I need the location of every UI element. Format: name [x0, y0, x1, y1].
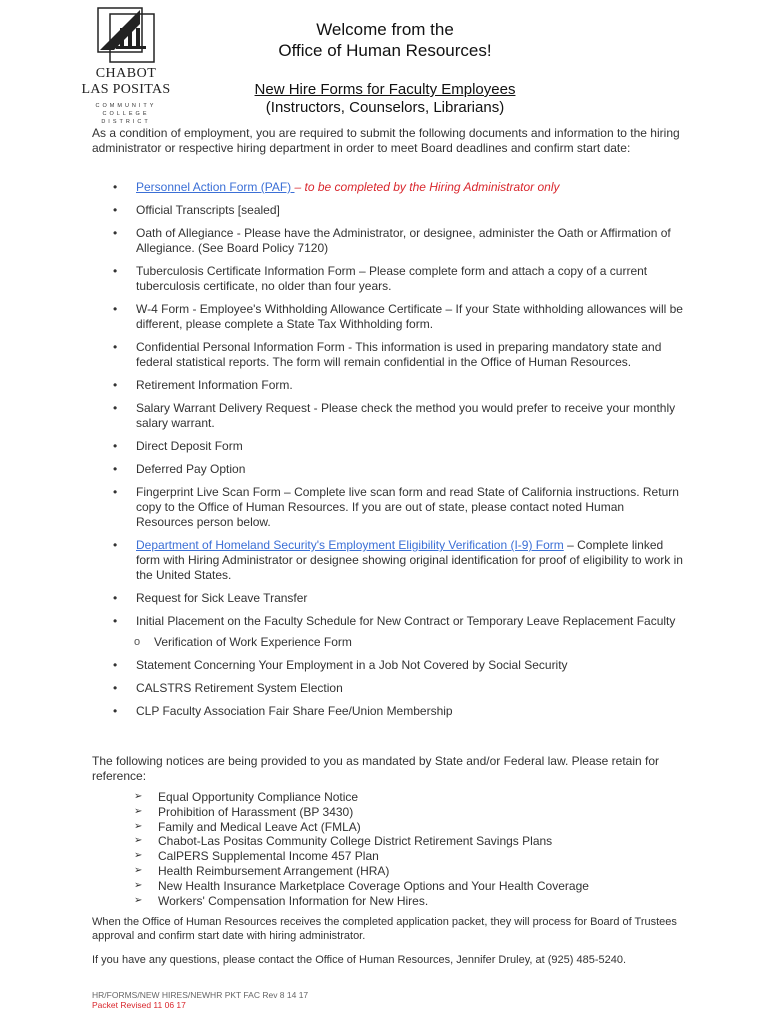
- list-item: • W-4 Form - Employee's Withholding Allowance Certificate – If your State withholding allowances will be different, please complete a State Tax Withholding form.: [113, 302, 683, 331]
- district-logo: [78, 6, 174, 126]
- list-item: • Deferred Pay Option: [113, 462, 246, 476]
- list-item: • CALSTRS Retirement System Election: [113, 681, 343, 695]
- list-item: ➢ Health Reimbursement Arrangement (HRA): [134, 863, 390, 878]
- list-item: ➢ New Health Insurance Marketplace Coverage Options and Your Health Coverage: [134, 878, 589, 893]
- logo-text-chabot: CHABOT: [95, 66, 157, 81]
- arrow-bullet-icon: ➢: [134, 835, 143, 847]
- list-item: • Fingerprint Live Scan Form – Complete live scan form and read State of California instructions. Return copy to the Office of Human Resources. If you are out of state, please contact noted Human Resources person below.: [113, 485, 679, 529]
- footer-file-path: HR/FORMS/NEW HIRES/NEWHR PKT FAC Rev 8 14 17: [92, 990, 309, 1000]
- page-title-line1: Welcome from the: [316, 20, 454, 39]
- arrow-bullet-icon: ➢: [134, 820, 143, 832]
- paf-note: – to be completed by the Hiring Administrator only: [294, 180, 560, 194]
- campus-logo-icon: [96, 6, 156, 64]
- list-item: • Personnel Action Form (PAF) – to be completed by the Hiring Administrator only: [113, 180, 560, 194]
- arrow-bullet-icon: ➢: [134, 791, 143, 802]
- logo-text-district: COMMUNITY COLLEGE DISTRICT: [95, 103, 157, 125]
- page-subtitle-line2: (Instructors, Counselors, Librarians): [265, 99, 505, 116]
- arrow-bullet-icon: ➢: [134, 850, 143, 862]
- arrow-bullet-icon: ➢: [134, 879, 143, 891]
- notices-list: [134, 790, 589, 908]
- list-item: • Salary Warrant Delivery Request - Please check the method you would prefer to receive your monthly salary warrant.: [113, 401, 676, 430]
- i9-form-link[interactable]: Department of Homeland Security's Employment Eligibility Verification (I-9) Form: [136, 538, 564, 552]
- intro-paragraph: As a condition of employment, you are required to submit the following documents and information to the hiring administrator or respective hiring department in order to meet Board deadlines and confirm start date:: [92, 126, 680, 155]
- list-item: • Official Transcripts [sealed]: [113, 203, 280, 217]
- page-title-line2: Office of Human Resources!: [278, 41, 492, 60]
- notices-intro: The following notices are being provided to you as mandated by State and/or Federal law. Please retain for reference:: [92, 754, 660, 783]
- arrow-bullet-icon: ➢: [134, 864, 143, 876]
- list-item: ➢ Prohibition of Harassment (BP 3430): [134, 804, 354, 819]
- list-item: ➢ Workers' Compensation Information for New Hires.: [134, 893, 429, 908]
- list-item: • Request for Sick Leave Transfer: [113, 591, 308, 605]
- closing-paragraph: When the Office of Human Resources receives the completed application packet, they will process for Board of Trustees approval and confirm start date with hiring administrator.: [92, 916, 677, 942]
- list-item: ➢ Chabot-Las Positas Community College District Retirement Savings Plans: [134, 834, 553, 849]
- footer-revised-date: Packet Revised 11 06 17: [92, 1000, 186, 1010]
- list-item: • CLP Faculty Association Fair Share Fee/Union Membership: [113, 704, 453, 718]
- list-item: • Retirement Information Form.: [113, 378, 293, 392]
- list-item: • Confidential Personal Information Form - This information is used in preparing mandatory state and federal statistical reports. The form will remain confidential in the Office of Human Resources.: [113, 340, 662, 369]
- arrow-bullet-icon: ➢: [134, 894, 143, 906]
- paf-form-link[interactable]: Personnel Action Form (PAF): [136, 180, 295, 194]
- list-item: • Statement Concerning Your Employment in a Job Not Covered by Social Security: [113, 658, 568, 672]
- list-item: • Direct Deposit Form: [113, 439, 243, 453]
- arrow-bullet-icon: ➢: [134, 805, 143, 817]
- contact-paragraph: If you have any questions, please contact the Office of Human Resources, Jennifer Druley, at (925) 485-5240.: [92, 954, 627, 966]
- list-item: ➢ Equal Opportunity Compliance Notice: [134, 790, 359, 804]
- list-item: • Tuberculosis Certificate Information Form – Please complete form and attach a copy of a current tuberculosis certificate, no older than four years.: [113, 264, 648, 293]
- list-item: ➢ CalPERS Supplemental Income 457 Plan: [134, 849, 379, 864]
- required-forms-list: [92, 180, 684, 727]
- logo-text-las-positas: LAS POSITAS: [81, 82, 171, 97]
- list-item: • Initial Placement on the Faculty Schedule for New Contract or Temporary Leave Replacement Faculty: [113, 614, 676, 628]
- list-item: ➢ Family and Medical Leave Act (FMLA): [134, 819, 361, 834]
- page-subtitle-line1: New Hire Forms for Faculty Employees: [254, 81, 516, 98]
- list-item: • Department of Homeland Security's Employment Eligibility Verification (I-9) Form – Complete linked form with Hiring Administrator or designee showing original identification for proof of eligibility to work in the United States.: [113, 538, 683, 582]
- sub-list-item: o Verification of Work Experience Form: [134, 635, 352, 649]
- list-item: • Oath of Allegiance - Please have the Administrator, or designee, administer the Oath or Affirmation of Allegiance. (See Board Policy 7120): [113, 226, 671, 255]
